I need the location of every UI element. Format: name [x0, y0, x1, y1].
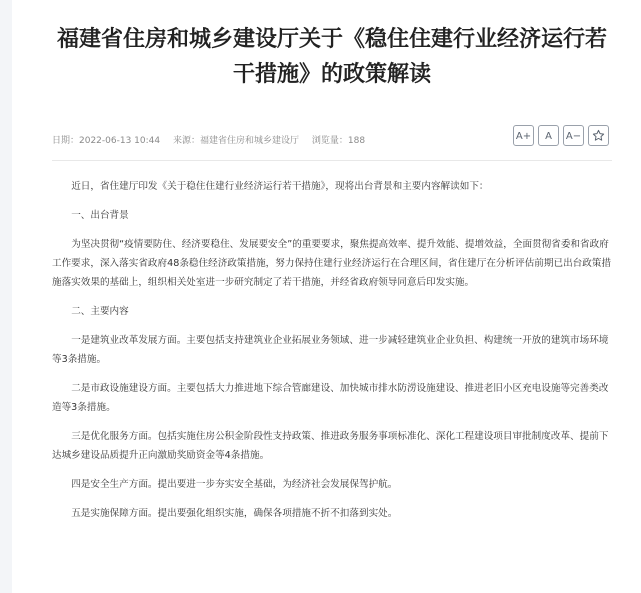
meta-divider	[52, 160, 612, 161]
intro-paragraph: 近日，省住建厅印发《关于稳住住建行业经济运行若干措施》，现将出台背景和主要内容解读如下：	[71, 181, 489, 192]
section-heading-content: 二、主要内容	[71, 306, 129, 317]
article-source: 来源：福建省住房和城乡建设厅	[172, 136, 299, 146]
content-paragraph: 二是市政设施建设方面。主要包括大力推进地下综合管廊建设、加快城市排水防涝设施建设、推进老旧小区充电设施等完善类改造等3条措施。	[52, 383, 609, 413]
section-heading-background: 一、出台背景	[71, 210, 129, 221]
article-page	[12, 0, 641, 593]
article-body	[52, 177, 616, 533]
publish-date: 日期：2022-06-13 10:44	[52, 136, 161, 146]
content-paragraph: 三是优化服务方面。包括实施住房公积金阶段性支持政策、推进政务服务事项标准化、深化工程建设项目审批制度改革、提前下达城乡建设品质提升正向激励奖励资金等4条措施。	[52, 431, 609, 461]
favorite-button[interactable]	[588, 125, 609, 146]
page-title: 福建省住房和城乡建设厅关于《稳住住建行业经济运行若干措施》的政策解读	[56, 27, 607, 87]
content-paragraph: 五是实施保障方面。提出要强化组织实施，确保各项措施不折不扣落到实处。	[71, 508, 398, 519]
content-paragraph: 四是安全生产方面。提出要进一步夯实安全基础，为经济社会发展保驾护航。	[71, 479, 398, 490]
view-count: 浏览量：188	[311, 136, 366, 146]
background-paragraph: 为坚决贯彻“疫情要防住、经济要稳住、发展要安全”的重要要求，聚焦提高效率、提升效能、提增效益，全面贯彻省委和省政府工作要求，深入落实省政府48条稳住经济政策措施，努力保持住建行业经济运行在合理区间，省住建厅在分析评估前期已出台政策措施落实效果的基础上，组织相关处室进一步研究制定了若干措施，并经省政府领导同意后印发实施。	[52, 239, 612, 288]
article-meta	[52, 133, 375, 146]
content-paragraph: 一是建筑业改革发展方面。主要包括支持建筑业企业拓展业务领域、进一步减轻建筑业企业负担、构建统一开放的建筑市场环境等3条措施。	[52, 335, 609, 365]
font-increase-button[interactable]: A+	[513, 125, 534, 146]
star-icon	[592, 129, 605, 142]
article-tools	[513, 125, 609, 146]
font-decrease-button[interactable]: A−	[563, 125, 584, 146]
font-default-button[interactable]: A	[538, 125, 559, 146]
